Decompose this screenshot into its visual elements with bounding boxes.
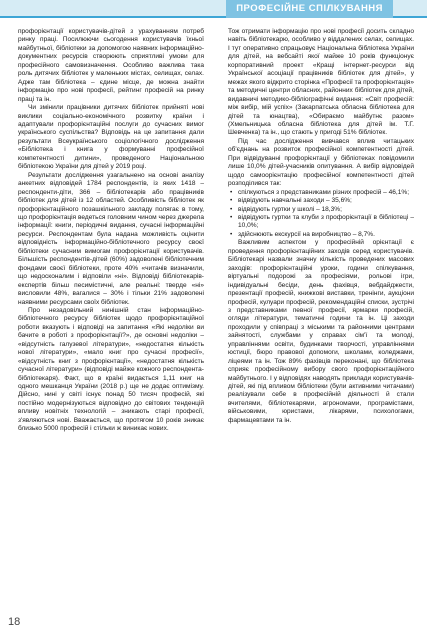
- page-header: [0, 0, 427, 24]
- list-item: • відвідують гуртки та клуби з профорієнтації в бібліотеці – 10,0%;: [228, 214, 414, 231]
- paragraph: Чи змінили працівники дитячих бібліотек прийняті нові виклики соціально-економічного розвитку країни і адаптували профорієнтаційні послуги до сучасних вимог українського суспільства? Відповідь на це запитання дали результати Всеукраїнського соціологічного дослідження «Бібліотека і книга у формуванні професійної компетентності дитини», проведеного Національною бібліотекою України для дітей у 2019 році.: [18, 104, 204, 171]
- paragraph: Важливим аспектом у професійній орієнтації є проведення профорієнтаційних заходів серед користувачів. Бібліотекарі назвали значну кількість проведених масових заходів: профорієнтаційні уроки, години спілкування, віртуальні подорожі за професіями, рольові ігри, індивідуальні бесіди, день фахівця, вебдайджести, презентації професій, книжкові виставки, тренінги, аукціони професій, кулуари професій, рекомендаційні списки, зустрічі з представниками певної професії, ярмарки професій, огляди літератури, тематичні години та ін. Ці заходи проходили у співпраці з міськими та районними центрами зайнятості, службами у справах сім'ї та молоді, управліннями освіти, будинками творчості, управліннями юстиції, бюро правової допомоги, школами, коледжами, ліцеями та ін. Тож 89% фахівців переконані, що бібліотека сприяє професійному вибору свого профорієнтаційного майбутнього. І у відповідях наводять приклади користувачів-дітей, які під впливом бібліотеки (були активними читачами) реалізували себе в професійній діяльності й стали вчителями, бібліотекарями, агрономами, програмістами, військовими, юристами, лікарями, психологами, фармацевтами та ін.: [228, 239, 414, 424]
- list-item: • відвідують гуртки у школі – 18,3%;: [228, 206, 414, 214]
- list-item: • спілкуються з представниками різних професій – 46,1%;: [228, 189, 414, 197]
- section-title: ПРОФЕСІЙНЕ СПІЛКУВАННЯ: [226, 0, 393, 18]
- list-item: • відвідують навчальні заходи – 35,6%;: [228, 197, 414, 205]
- paragraph: Під час дослідження вивчався вплив читацьких об'єднань на розвиток професійної компетентності дітей. При відвідуванні профорієнтації у бібліотеках повідомили лише 10,0% дітей-учасників опитування. А вибір відповідей щодо самоорієнтацію професійної компетентності дітей розподілився так:: [228, 137, 414, 188]
- paragraph: Про незадовільний нинішній стан інформаційно-бібліотечного ресурсу бібліотек щодо профорієнтаційної роботи вказують і відповіді на запитання «Які недоліки ви бачите в роботі з профорієнтації?», де основні недоліки – «відсутність галузевої літератури», «недостатня кількість нової літератури», «мало книг про сучасні професії», «відсутність книг з профорієнтації», «недостатня кількість сучасної літератури» (відповіді майже кожного респондента-бібліотекаря). Факт, що в країні видається 1,11 книг на одного мешканця України (2018 р.) ще не додає оптимізму. Дійсно, нині у світі існує понад 50 тисяч професій, які постійно модернізуються відповідно до світових тенденцій впливу новітніх технологій – зникають старі професії, з'являються нові. Вважається, що протягом 10 років зникає близько 5000 професій і стільки ж виникає нових.: [18, 306, 204, 433]
- paragraph: Результати дослідження узагальнено на основі аналізу анкетних відповідей 1784 респондентів, із яких 1418 – респонденти-діти, 366 – бібліотекарів або працівників бібліотек для дітей із 12 областей. Особливість бібліотек як профорієнтаційного позашкільного закладу полягає в тому, що профорієнтація ведеться головним чином через джерела інформації: книги, періодичні видання, сучасні інформаційні ресурси. Респондентам була надана можливість оцінити відповідність інформаційно-бібліотечного ресурсу своєї бібліотеки сучасним вимогам профорієнтації користувачів. Більшість респондентів-дітей (60%) задоволені бібліотечним фондами своєї бібліотеки, проте 40% «читачів визначили, що недосконалим і відповіли «ні». Відповіді бібліотекарів-експертів більш песимістичні, але реальні: тверде «ні» висловили 48%, вагалися – 30% і тільки 21% задоволені наявними ресурсами своїх бібліотек.: [18, 171, 204, 306]
- left-column: [18, 28, 204, 434]
- bullet-list: [228, 189, 414, 240]
- paragraph: профорієнтації користувачів-дітей з урахуванням потреб ринку праці. Посилюючи сьогодення користувачів їхньої майбутньої, бібліотеки за допомогою наявних інформаційно-документних ресурсів створюють сприятливі умови для професійного самовизначення. Особливо важлива така роль дитячих бібліотек у маленьких містах, селищах, селах. Адже там бібліотека – єдине місце, де можна знайти інформацію про нові професії, рейтинг професій на ринку праці та ін.: [18, 28, 204, 103]
- right-column: [228, 28, 414, 425]
- paragraph: Тож отримати інформацію про нові професії досить складно навіть бібліотекарю, особливо у віддалених селах, селищах. І тут оперативно спрацьовує Національна бібліотека України для дітей, на вебсайті якої майже 10 років функціонує корпоративний проект «Кращі інтернет-ресурси від Української асоціації працівників бібліотек для дітей», у межах якого відкрито сторінка «Професії та профорієнтація» та методичні центри обласних, районних бібліотек для дітей, видавничі методико-бібліографічні видання: «Світ професій: між вибір, мій успіх» (Закарпатська обласна бібліотека для дітей та юнацтва), «Обираємо майбутнє разом» (Хмельницька обласна бібліотека для дітей ім. Т.Г. Шевченка) та ін., що стають у пригоді 51% бібліотек.: [228, 28, 414, 137]
- list-item: • здійснюють екскурсії на виробництво – 8,7%.: [228, 231, 414, 239]
- page-number: 18: [8, 616, 21, 628]
